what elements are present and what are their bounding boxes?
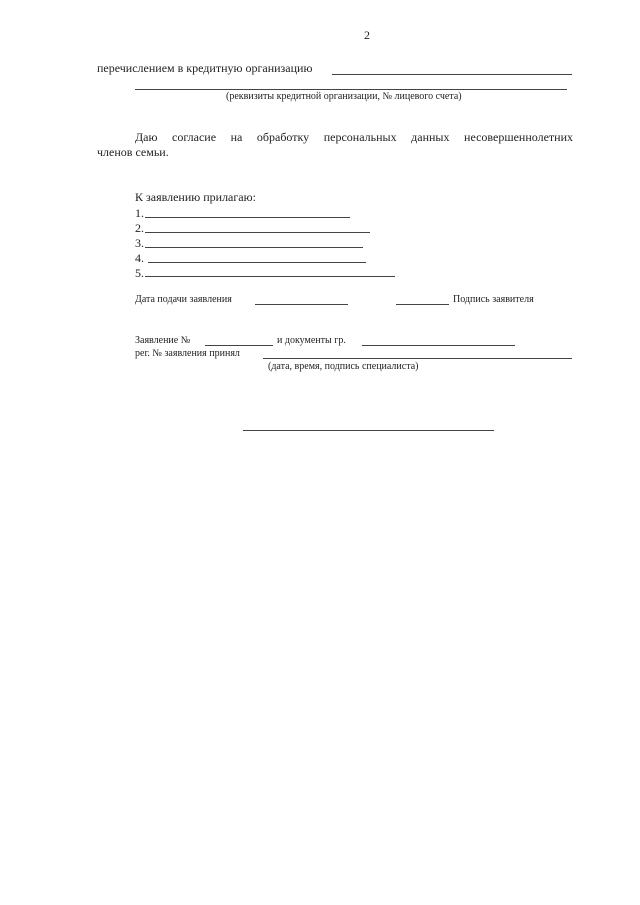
- consent-line-1: Даю согласие на обработку персональных данных несовершеннолетних: [135, 130, 573, 144]
- specialist-caption: (дата, время, подпись специалиста): [268, 361, 419, 372]
- attachment-item-line: [145, 276, 395, 277]
- application-number-line: [205, 345, 273, 346]
- applicant-signature-label: Подпись заявителя: [453, 294, 534, 305]
- attachment-item-number: 1.: [135, 206, 144, 220]
- bank-details-caption: (реквизиты кредитной организации, № лицевого счета): [226, 91, 462, 102]
- attachment-item-number: 2.: [135, 221, 144, 235]
- attachment-item-line: [145, 247, 363, 248]
- accepted-by-line: [263, 358, 572, 359]
- application-number-label: Заявление №: [135, 335, 191, 346]
- attachment-item-line: [145, 217, 350, 218]
- attachment-item-line: [145, 232, 370, 233]
- page-number: 2: [364, 28, 370, 42]
- attachment-item-line: [148, 262, 366, 263]
- transfer-label: перечислением в кредитную организацию: [97, 61, 313, 75]
- submission-date-label: Дата подачи заявления: [135, 294, 232, 305]
- attachment-item-number: 4.: [135, 251, 144, 265]
- bank-details-line: [135, 89, 567, 90]
- documents-label: и документы гр.: [277, 335, 346, 346]
- applicant-signature-line: [396, 304, 449, 305]
- submission-date-line: [255, 304, 348, 305]
- transfer-field-line: [332, 74, 572, 75]
- attachment-item-number: 5.: [135, 266, 144, 280]
- closing-line: [243, 430, 494, 431]
- accepted-by-label: рег. № заявления принял: [135, 348, 240, 359]
- consent-line-2: членов семьи.: [97, 145, 169, 159]
- attachment-item-number: 3.: [135, 236, 144, 250]
- documents-citizen-line: [362, 345, 515, 346]
- attachments-heading: К заявлению прилагаю:: [135, 190, 256, 204]
